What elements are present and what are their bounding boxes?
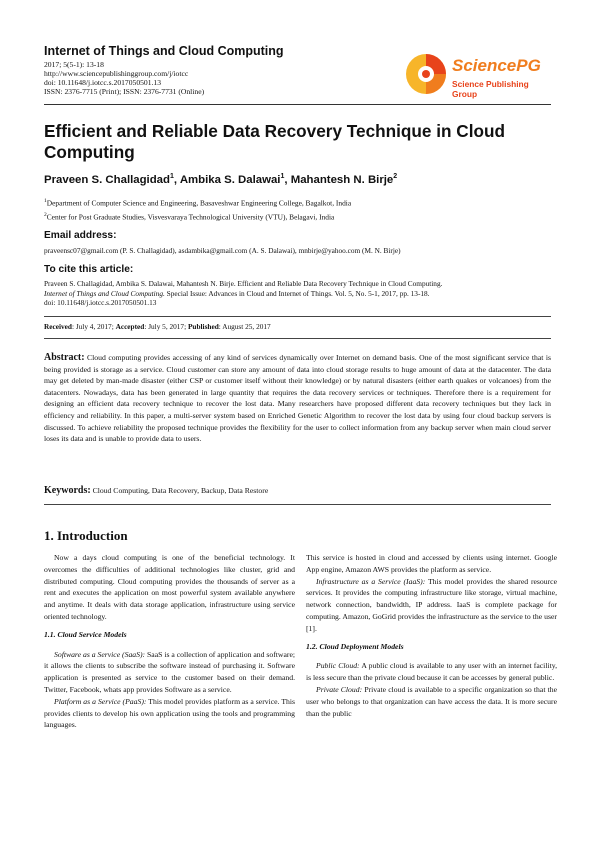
paragraph-text: SaaS is a collection of application and software; it allows the clients to subscribe the software instead of purchasing it. Software application is presented as service to the customer based on their demand. Twitter, Facebook, whats app provides Software as a service. <box>44 649 295 694</box>
paragraph-text: Private cloud is available to a specific organization so that the user who belongs to that organization can have access the data. It is more secure than the public <box>306 684 558 718</box>
received-date: : July 4, 2017; <box>71 322 116 331</box>
email-heading: Email address: <box>44 230 117 241</box>
paragraph: Now a days cloud computing is one of the beneficial technology. It overcomes the difficulties of additional technologies like cluster, grid and distributed computing. Cloud computing provides the thousands of server as a rent and executes the application on most powerful system available anywhere and anytime. It deals with data storage application, infrastructure using service oriented technology. <box>44 553 295 621</box>
term: Private Cloud: <box>316 684 363 694</box>
cite-journal: Internet of Things and Cloud Computing. <box>44 288 165 298</box>
received-label: Received <box>44 322 72 331</box>
author-sup: 2 <box>393 173 398 180</box>
citation <box>44 279 554 308</box>
journal-doi[interactable]: doi: 10.11648/j.iotcc.s.2017050501.13 <box>44 78 161 87</box>
header-rule <box>44 104 551 105</box>
abstract-text: Cloud computing provides accessing of any kind of services dynamically over Internet on demand basis. One of the most significant service that is being provided is storage as a service. Cloud customer can store any amount of data into cloud storage results to huge amount of data at the datacenter. The data may get deleted by man-made disaster (either CSP or customer itself without their knowledge) or by natural disasters (either earth quakes or volcanoes) from the datacenters. Nowadays, data has been generated in large quantity that requires the data recovery services or techniques. Therefore there is a requirement for designing an efficient data recovery technique to recover the lost data. Many researchers have proposed different data recovery techniques but they lack in efficiency and reliability. In this paper, a multi-server system based on Enriched Genetic Algorithm to recover the lost data by using four cloud backup servers is discussed. To achieve reliability the proposed technique provides the flexibility for the user to collect information from any backup server when main cloud server loses its data and is unable to provide data to users. <box>44 353 551 444</box>
sciencepg-logo <box>400 46 552 104</box>
affiliation-1 <box>44 198 351 207</box>
published-date: : August 25, 2017 <box>218 322 271 331</box>
keywords-label: Keywords: <box>44 485 91 496</box>
author-sup: 1 <box>280 173 285 180</box>
term: Public Cloud: <box>316 661 360 671</box>
author-name: Mahantesh N. Birje <box>290 173 394 186</box>
left-column <box>44 552 295 731</box>
accepted-label: Accepted <box>115 322 145 331</box>
abstract <box>44 352 551 445</box>
cite-heading: To cite this article: <box>44 264 134 275</box>
cite-doi[interactable]: doi: 10.11648/j.iotcc.s.2017050501.13 <box>44 298 157 307</box>
affiliation-text: Department of Computer Science and Engineering, Basaveshwar Engineering College, Bagalkot, India <box>46 198 352 208</box>
section-heading: 1. Introduction <box>44 528 128 543</box>
dates-rule <box>44 316 551 317</box>
paragraph: This service is hosted in cloud and accessed by clients using internet. Google App engine, Amazon AWS provides the platform as service. <box>306 553 557 574</box>
journal-url[interactable]: http://www.sciencepublishinggroup.com/j/iotcc <box>44 69 189 78</box>
cite-line-2 <box>44 289 554 299</box>
term: Software as a Service (SaaS): <box>54 649 146 659</box>
author-name: Praveen S. Challagidad <box>44 173 170 186</box>
subsection-heading: 1.1. Cloud Service Models <box>44 629 127 639</box>
affiliation-2 <box>44 212 334 221</box>
paragraph <box>44 649 295 696</box>
paragraph <box>306 660 557 684</box>
subsection-heading: 1.2. Cloud Deployment Models <box>306 641 404 651</box>
logo-brand: SciencePG <box>452 56 541 75</box>
paragraph <box>44 696 295 731</box>
published-label: Published <box>187 322 219 331</box>
logo-tagline: Science Publishing Group <box>452 79 529 99</box>
journal-name: Internet of Things and Cloud Computing <box>44 44 284 58</box>
cite-line-1: Praveen S. Challagidad, Ambika S. Dalawai, Mahantesh N. Birje. Efficient and Reliable Data Recovery Technique in Cloud Computing. <box>44 279 443 288</box>
author-list: Praveen S. Challagidad$^1$, Ambika S. Dalawai$^1$, Mahantesh N. Birje$^2$ <box>44 173 398 186</box>
term: Platform as a Service (PaaS): <box>54 696 147 706</box>
cite-issue: Special Issue: Advances in Cloud and Internet of Things. Vol. 5, No. 5-1, 2017, pp. 13-18. <box>164 288 430 298</box>
journal-issue: 2017; 5(5-1): 13-18 <box>44 60 104 69</box>
paragraph <box>306 576 557 635</box>
keywords <box>44 485 268 496</box>
affiliation-sup: 1 <box>44 198 47 204</box>
article-dates <box>44 322 271 332</box>
journal-issn: ISSN: 2376-7715 (Print); ISSN: 2376-7731 (Online) <box>44 87 205 96</box>
paragraph-text: A public cloud is available to any user with an internet facility, is less secure than the private cloud because it can be accesses by general public. <box>306 661 557 683</box>
paragraph-text: This model provides platform as a service. This provides clients to develop his own application using the tools and programming languages. <box>44 696 295 730</box>
right-column <box>306 552 557 719</box>
term: Infrastructure as a Service (IaaS): <box>316 576 426 586</box>
keywords-rule <box>44 504 551 505</box>
abstract-label: Abstract: <box>44 352 85 363</box>
paper-title: Efficient and Reliable Data Recovery Technique in Cloud Computing <box>44 121 505 162</box>
author-sup: 1 <box>169 173 174 180</box>
affiliation-sup: 2 <box>44 212 47 218</box>
author-name: Ambika S. Dalawai <box>179 173 281 186</box>
affiliation-text: Center for Post Graduate Studies, Visvesvaraya Technological University (VTU), Belagavi, India <box>46 212 335 222</box>
paragraph <box>306 684 557 719</box>
keywords-text: Cloud Computing, Data Recovery, Backup, Data Restore <box>90 486 269 495</box>
email-addresses[interactable]: praveensc07@gmail.com (P. S. Challagidad), asdambika@gmail.com (A. S. Dalawai), mnbirje@yahoo.com (M. N. Birje) <box>44 246 401 255</box>
accepted-date: : July 5, 2017; <box>144 322 188 331</box>
abstract-top-rule <box>44 338 551 339</box>
paragraph-text: This model provides the shared resource services. It provides the computing infrastructure like storage, virtual machine, network connection, bandwidth, IP address. IaaS is complete package for computing. Amazon, GoGrid provides the infrastructure as the service to the user [1]. <box>306 576 557 633</box>
